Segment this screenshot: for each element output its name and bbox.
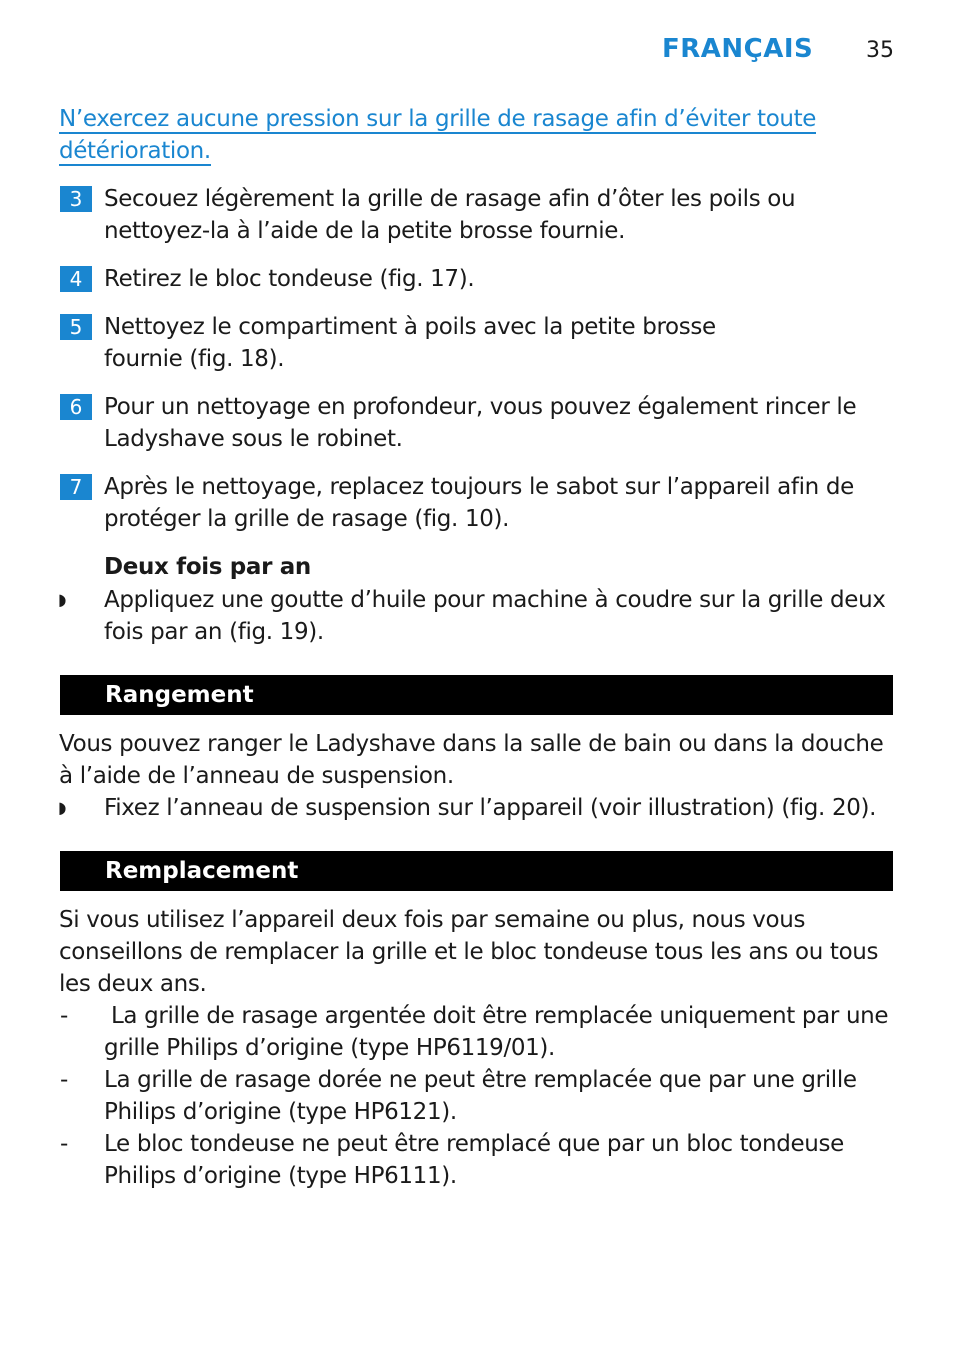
list-item-text: La grille de rasage dorée ne peut être remplacée que par une grille Philips d’origine (type HP6121). — [104, 1067, 857, 1125]
warning-text — [59, 103, 869, 167]
section-title: Remplacement — [105, 858, 299, 884]
step-text: Nettoyez le compartiment à poils avec la petite brosse fournie (fig. 18). — [104, 314, 716, 372]
step-text: Retirez le bloc tondeuse (fig. 17). — [104, 266, 475, 292]
dash-marker: - — [60, 1003, 69, 1029]
step-text: Secouez légèrement la grille de rasage afin d’ôter les poils ou nettoyez-la à l’aide de la petite brosse fournie. — [104, 186, 796, 244]
warning-text-content: N’exercez aucune pression sur la grille de rasage afin d’éviter toute détérioration. — [59, 106, 817, 164]
step-number-badge: 7 — [60, 474, 92, 500]
bullet-icon: ◗ — [58, 798, 67, 817]
bullet-icon: ◗ — [58, 590, 67, 609]
subheading-twice-a-year: Deux fois par an — [104, 554, 311, 580]
list-item-text: Le bloc tondeuse ne peut être remplacé que par un bloc tondeuse Philips d’origine (type HP6111). — [104, 1131, 844, 1189]
step-number-badge: 3 — [60, 186, 92, 212]
step-number-badge: 5 — [60, 314, 92, 340]
page-number: 35 — [866, 38, 894, 63]
step-number-badge: 6 — [60, 394, 92, 420]
section-bar-replacement — [60, 851, 893, 891]
step-text: Après le nettoyage, replacez toujours le sabot sur l’appareil afin de protéger la grille de rasage (fig. 10). — [104, 474, 854, 532]
dash-marker: - — [60, 1131, 69, 1157]
section-title: Rangement — [105, 682, 254, 708]
replacement-intro: Si vous utilisez l’appareil deux fois par semaine ou plus, nous vous conseillons de remplacer la grille et le bloc tondeuse tous les ans ou tous les deux ans. — [59, 907, 879, 997]
step-text: Pour un nettoyage en profondeur, vous pouvez également rincer le Ladyshave sous le robinet. — [104, 394, 857, 452]
step-number-badge: 4 — [60, 266, 92, 292]
dash-marker: - — [60, 1067, 69, 1093]
section-bar-storage — [60, 675, 893, 715]
language-header: FRANÇAIS — [662, 34, 814, 64]
bullet-text: Fixez l’anneau de suspension sur l’appareil (voir illustration) (fig. 20). — [104, 795, 877, 821]
storage-intro: Vous pouvez ranger le Ladyshave dans la salle de bain ou dans la douche à l’aide de l’anneau de suspension. — [59, 731, 884, 789]
bullet-text: Appliquez une goutte d’huile pour machine à coudre sur la grille deux fois par an (fig. 19). — [104, 587, 886, 645]
list-item-text: La grille de rasage argentée doit être remplacée uniquement par une grille Philips d’origine (type HP6119/01). — [104, 1003, 896, 1061]
